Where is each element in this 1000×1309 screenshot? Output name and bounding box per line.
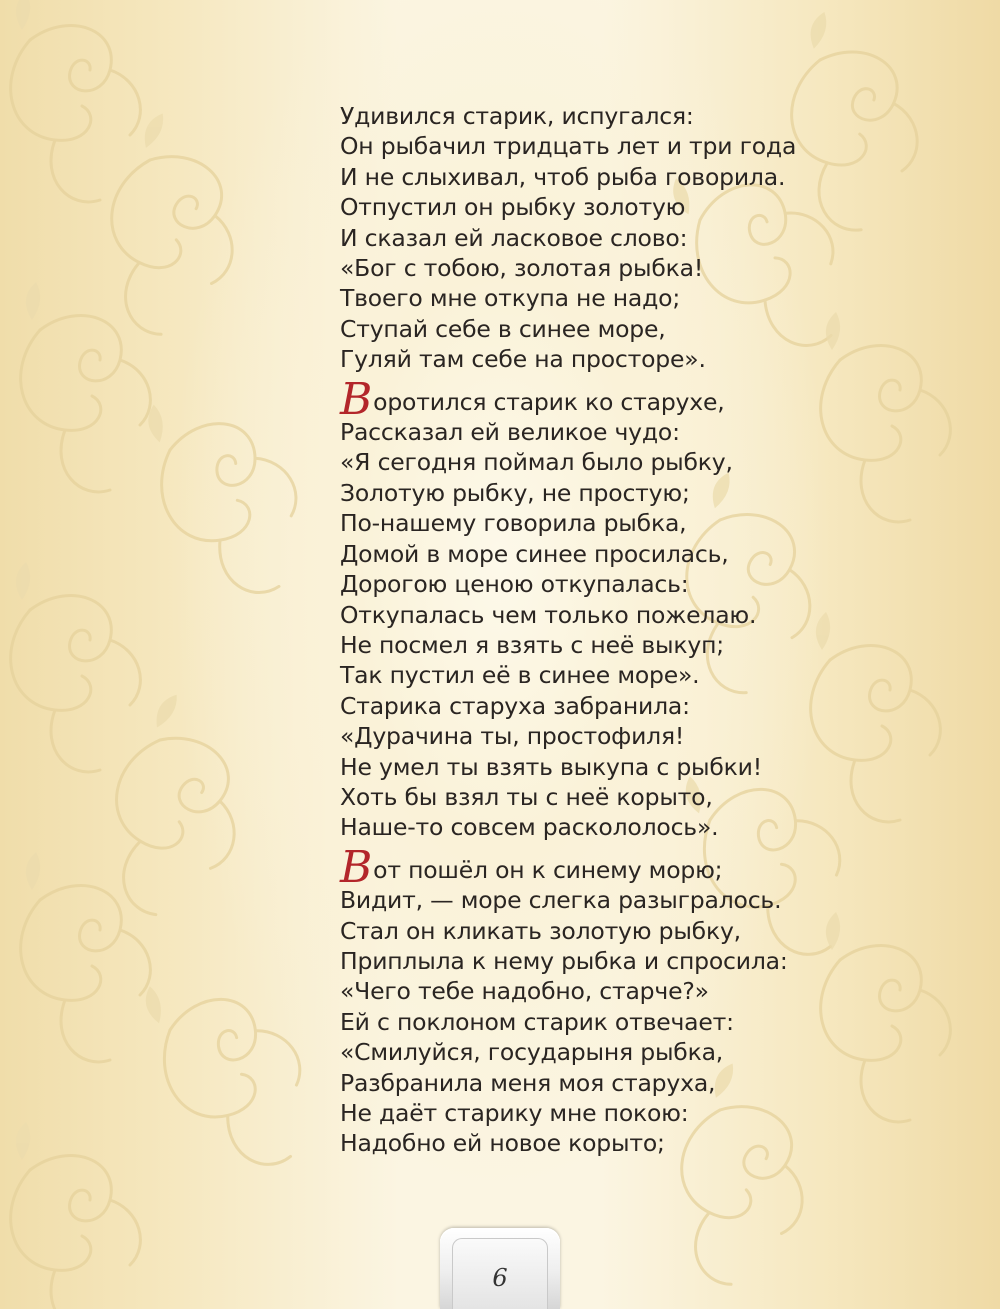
poem-line: Хоть бы взял ты с неё корыто,	[340, 782, 713, 811]
stanza-2	[340, 373, 800, 843]
poem-line: Наше-то совсем раскололось».	[340, 813, 719, 842]
poem-line: Надобно ей новое корыто;	[340, 1129, 665, 1158]
stanza-1	[340, 101, 800, 375]
poem-line: Ступай себе в синее море,	[340, 314, 666, 343]
poem-line-with-dropcap	[340, 841, 800, 893]
poem-line: Он рыбачил тридцать лет и три года	[340, 132, 797, 161]
poem-line: Удивился старик, испугался:	[340, 102, 694, 130]
drop-cap: В	[340, 373, 373, 425]
poem-line: По-нашему говорила рыбка,	[340, 509, 687, 538]
left-ornament-column	[11, 0, 329, 1309]
poem-line: «Я сегодня поймал было рыбку,	[340, 448, 733, 477]
poem-line: Ей с поклоном старик отвечает:	[340, 1007, 734, 1036]
poem-line: «Смилуйся, государыня рыбка,	[340, 1038, 724, 1067]
poem-line: Домой в море синее просилась,	[340, 539, 729, 568]
poem-line: Не даёт старику мне покою:	[340, 1099, 689, 1127]
poem-line: И не слыхивал, чтоб рыба говорила.	[340, 162, 786, 191]
poem-line-rest: от пошёл он к синему морю;	[373, 855, 723, 884]
stanza-3	[340, 841, 800, 1159]
poem-line: И сказал ей ласковое слово:	[340, 223, 688, 252]
poem-line-rest: оротился старик ко старухе,	[373, 387, 725, 416]
drop-cap: В	[340, 841, 373, 893]
poem-line: Разбранила меня моя старуха,	[340, 1068, 716, 1097]
poem-line: «Бог с тобою, золотая рыбка!	[340, 254, 704, 283]
poem-line: Стал он кликать золотую рыбку,	[340, 916, 741, 945]
page-number: 6	[492, 1264, 508, 1292]
poem-line: Отпустил он рыбку золотую	[340, 193, 686, 222]
poem-line-with-dropcap	[340, 373, 800, 425]
poem-line: «Дурачина ты, простофиля!	[340, 722, 685, 751]
poem-line: Старика старуха забранила:	[340, 691, 690, 720]
poem-line: Дорогою ценою откупалась:	[340, 570, 689, 599]
poem-line: Не умел ты взять выкупа с рыбки!	[340, 752, 762, 781]
poem-line: Рассказал ей великое чудо:	[340, 418, 680, 447]
poem-text	[340, 101, 800, 1159]
poem-line: Золотую рыбку, не простую;	[340, 478, 690, 507]
poem-line: Гуляй там себе на просторе».	[340, 345, 706, 374]
page-number-tab	[440, 1228, 560, 1309]
poem-line: Откупалась чем только пожелаю.	[340, 600, 757, 629]
poem-line: Приплыла к нему рыбка и спросила:	[340, 946, 788, 975]
poem-line: Видит, — море слегка разыгралось.	[340, 886, 782, 915]
poem-line: Не посмел я взять с неё выкуп;	[340, 630, 724, 659]
poem-line: «Чего тебе надобно, старче?»	[340, 977, 709, 1006]
poem-line: Так пустил её в синее море».	[340, 661, 700, 690]
poem-line: Твоего мне откупа не надо;	[340, 284, 681, 313]
